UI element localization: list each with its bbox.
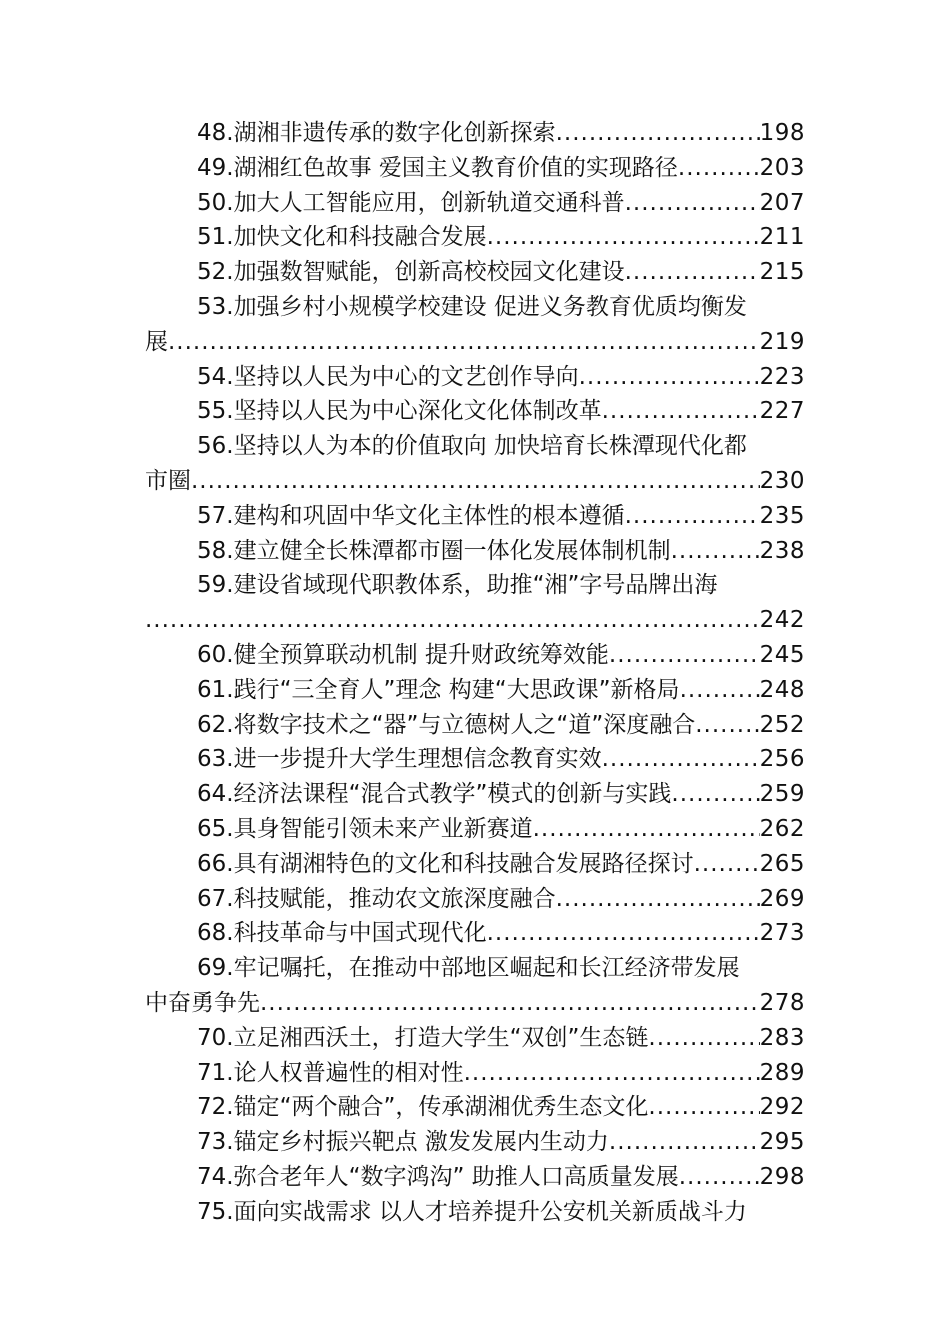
toc-entry-page: 248 <box>759 676 805 703</box>
toc-entry-title: 65.具身智能引领未来产业新赛道 <box>197 815 533 842</box>
toc-entry-title: 70.立足湘西沃土，打造大学生“双创”生态链 <box>197 1024 649 1051</box>
toc-leader-dots <box>695 708 759 743</box>
toc-entry[interactable] <box>145 151 805 186</box>
toc-entry-continuation[interactable] <box>145 464 805 499</box>
toc-leader-dots <box>680 673 760 708</box>
toc-entry[interactable] <box>145 429 805 464</box>
toc-entry-title: 57.建构和巩固中华文化主体性的根本遵循 <box>197 502 625 529</box>
toc-entry-page: 238 <box>759 537 805 564</box>
toc-entry-page: 298 <box>759 1163 805 1190</box>
toc-entry-title: 63.进一步提升大学生理想信念教育实效 <box>197 746 602 773</box>
toc-entry[interactable] <box>145 638 805 673</box>
toc-leader-dots <box>556 882 760 917</box>
toc-entry-page: 211 <box>759 224 805 251</box>
toc-entry[interactable] <box>145 882 805 917</box>
toc-entry-page: 292 <box>759 1094 805 1121</box>
toc-entry[interactable] <box>145 742 805 777</box>
toc-leader-dots <box>625 255 760 290</box>
toc-entry-page: 223 <box>759 363 805 390</box>
toc-entry-page: 235 <box>759 502 805 529</box>
toc-entry[interactable] <box>145 499 805 534</box>
toc-entry-title: 72.锚定“两个融合”，传承湖湘优秀生态文化 <box>197 1094 649 1121</box>
toc-entry[interactable] <box>145 255 805 290</box>
toc-entry[interactable] <box>145 394 805 429</box>
toc-leader-dots <box>602 394 760 429</box>
toc-entry-page: 198 <box>759 120 805 146</box>
toc-leader-dots <box>487 220 760 255</box>
toc-entry-title: 73.锚定乡村振兴靶点 激发发展内生动力 <box>197 1129 609 1156</box>
toc-leader-dots <box>556 116 760 151</box>
toc-entry-continuation[interactable] <box>145 325 805 360</box>
toc-entry[interactable] <box>145 673 805 708</box>
toc-entry-title: 71.论人权普遍性的相对性 <box>197 1059 464 1086</box>
toc-entry-page: 256 <box>759 746 805 773</box>
toc-entry-title: 56.坚持以人为本的价值取向 加快培育长株潭现代化都 <box>197 433 747 460</box>
toc-entry-page: 245 <box>759 641 805 668</box>
toc-leader-dots <box>260 986 760 1021</box>
toc-entry-title: 51.加快文化和科技融合发展 <box>197 224 487 251</box>
toc-entry-title: 69.牢记嘱托，在推动中部地区崛起和长江经济带发展 <box>197 955 740 982</box>
toc-entry-page: 283 <box>759 1024 805 1051</box>
toc-leader-dots <box>533 812 760 847</box>
toc-leader-dots <box>579 360 760 395</box>
toc-entry[interactable] <box>145 290 805 325</box>
toc-entry-title: 55.坚持以人民为中心深化文化体制改革 <box>197 398 602 425</box>
toc-entry-page: 207 <box>759 189 805 216</box>
toc-entry-title: 66.具有湖湘特色的文化和科技融合发展路径探讨 <box>197 850 694 877</box>
toc-entry-continuation[interactable] <box>145 986 805 1021</box>
toc-entry-continuation[interactable] <box>145 603 805 638</box>
toc-entry-page: 289 <box>759 1059 805 1086</box>
toc-leader-dots <box>191 464 760 499</box>
toc-leader-dots <box>694 847 760 882</box>
toc-entry-title: 62.将数字技术之“器”与立德树人之“道”深度融合 <box>197 711 696 738</box>
toc-entry-title: 52.加强数智赋能，创新高校校园文化建设 <box>197 259 625 286</box>
toc-entry-page: 215 <box>759 259 805 286</box>
toc-entry-title: 53.加强乡村小规模学校建设 促进义务教育优质均衡发 <box>197 293 747 320</box>
toc-entry[interactable] <box>145 708 805 743</box>
toc-leader-dots <box>671 534 760 569</box>
toc-leader-dots <box>679 1160 760 1195</box>
toc-entry-page: 203 <box>759 154 805 181</box>
toc-entry-title: 58.建立健全长株潭都市圈一体化发展体制机制 <box>197 537 671 564</box>
toc-entry-page: 273 <box>759 920 805 947</box>
toc-leader-dots <box>625 499 760 534</box>
toc-entry-title: 74.弥合老年人“数字鸿沟” 助推人口高质量发展 <box>197 1163 679 1190</box>
toc-leader-dots <box>678 151 760 186</box>
toc-leader-dots <box>602 742 760 777</box>
toc-entry-page: 230 <box>759 467 805 494</box>
toc-leader-dots <box>168 325 760 360</box>
toc-entry-page: 242 <box>759 607 805 634</box>
toc-entry[interactable] <box>145 116 805 151</box>
toc-leader-dots <box>648 1021 759 1056</box>
toc-entry[interactable] <box>145 1125 805 1160</box>
toc-entry[interactable] <box>145 916 805 951</box>
toc-entry[interactable] <box>145 360 805 395</box>
toc-leader-dots <box>648 1090 759 1125</box>
toc-entry[interactable] <box>145 1021 805 1056</box>
toc-entry-title: 61.践行“三全育人”理念 构建“大思政课”新格局 <box>197 676 680 703</box>
toc-entry-title: 49.湖湘红色故事 爱国主义教育价值的实现路径 <box>197 154 678 181</box>
toc-entry-title-cont: 中奋勇争先 <box>145 989 260 1016</box>
toc-entry-title: 60.健全预算联动机制 提升财政统筹效能 <box>197 641 609 668</box>
toc-entry-title: 54.坚持以人民为中心的文艺创作导向 <box>197 363 579 390</box>
toc-leader-dots <box>464 1056 760 1091</box>
table-of-contents <box>145 116 805 1230</box>
toc-entry-page: 278 <box>759 989 805 1016</box>
toc-entry-title: 67.科技赋能，推动农文旅深度融合 <box>197 885 556 912</box>
toc-entry-title-cont: 市圈 <box>145 467 191 494</box>
toc-leader-dots <box>671 777 759 812</box>
toc-entry-page: 295 <box>759 1129 805 1156</box>
toc-entry[interactable] <box>145 1090 805 1125</box>
toc-entry-page: 265 <box>759 850 805 877</box>
toc-entry-title: 64.经济法课程“混合式教学”模式的创新与实践 <box>197 781 672 808</box>
toc-entry-page: 269 <box>759 885 805 912</box>
toc-entry[interactable] <box>145 847 805 882</box>
toc-leader-dots <box>487 916 760 951</box>
toc-leader-dots <box>145 603 760 638</box>
toc-entry-title: 59.建设省域现代职教体系，助推“湘”字号品牌出海 <box>197 572 718 599</box>
toc-entry-page: 219 <box>759 328 805 355</box>
toc-entry-title: 48.湖湘非遗传承的数字化创新探索 <box>197 120 556 146</box>
toc-entry[interactable] <box>145 1056 805 1091</box>
toc-entry[interactable] <box>145 534 805 569</box>
toc-leader-dots <box>625 186 760 221</box>
toc-entry[interactable] <box>145 1160 805 1195</box>
toc-leader-dots <box>609 1125 760 1160</box>
toc-entry[interactable] <box>145 568 805 603</box>
toc-entry[interactable] <box>145 777 805 812</box>
toc-entry[interactable] <box>145 951 805 986</box>
toc-entry-title: 50.加大人工智能应用，创新轨道交通科普 <box>197 189 625 216</box>
toc-entry[interactable] <box>145 812 805 847</box>
toc-entry-title: 75.面向实战需求 以人才培养提升公安机关新质战斗力 <box>197 1198 747 1225</box>
toc-entry-title: 68.科技革命与中国式现代化 <box>197 920 487 947</box>
toc-entry[interactable] <box>145 220 805 255</box>
toc-entry[interactable] <box>145 1195 805 1230</box>
toc-entry-page: 227 <box>759 398 805 425</box>
toc-entry-page: 252 <box>759 711 805 738</box>
toc-leader-dots <box>609 638 760 673</box>
toc-entry[interactable] <box>145 186 805 221</box>
toc-entry-page: 259 <box>759 781 805 808</box>
toc-entry-title-cont: 展 <box>145 328 168 355</box>
toc-entry-page: 262 <box>759 815 805 842</box>
